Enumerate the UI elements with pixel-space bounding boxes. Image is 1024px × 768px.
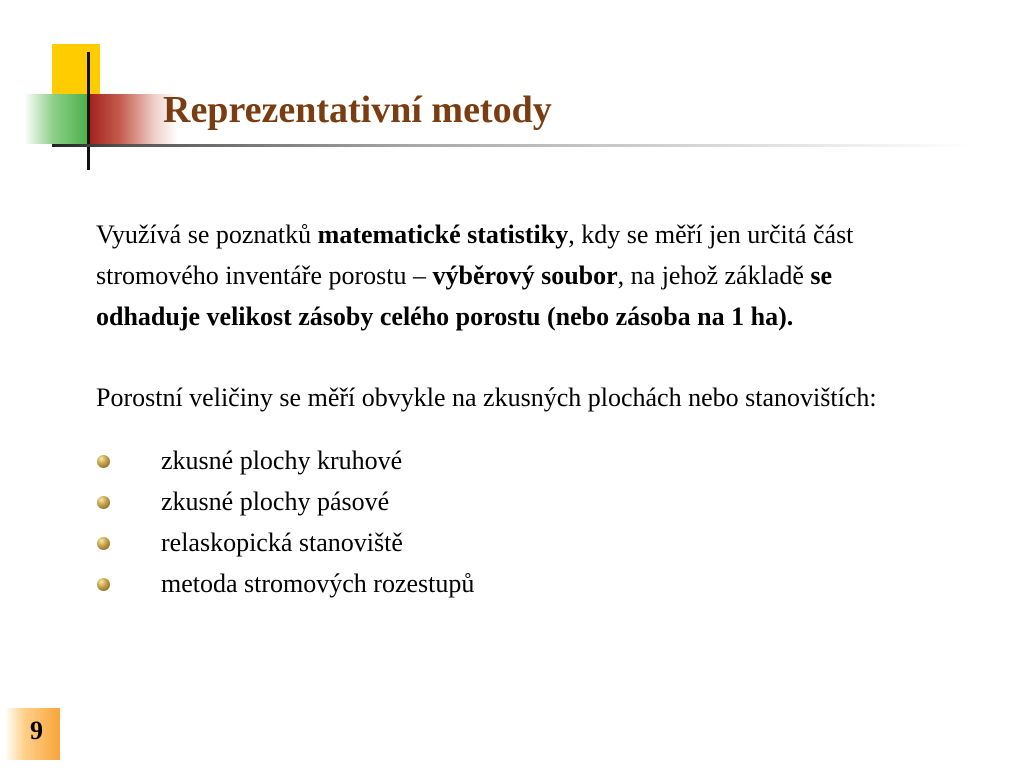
list-item <box>96 522 916 563</box>
list-item-label: zkusné plochy pásové <box>161 487 390 516</box>
list-item-label: zkusné plochy kruhové <box>161 446 403 475</box>
decorative-green-gradient <box>24 94 88 144</box>
title-underline <box>52 144 972 147</box>
list-item <box>96 440 916 481</box>
paragraph-measurement: Porostní veličiny se měří obvykle na zkusných plochách nebo stanovištích: <box>96 383 877 412</box>
list-item <box>96 481 916 522</box>
decorative-vertical-line <box>87 52 90 170</box>
para1-segment: , kdy se měří jen určitá část stromového inventáře porostu – <box>96 220 854 290</box>
bullet-dot-icon <box>97 578 110 591</box>
list-item-label: relaskopická stanoviště <box>161 528 403 557</box>
bullet-dot-icon <box>97 455 110 468</box>
list-item <box>96 563 916 604</box>
para1-segment: Využívá se poznatků <box>96 220 318 249</box>
page-number: 9 <box>30 716 43 745</box>
paragraph-statistics <box>96 214 896 337</box>
bullet-dot-icon <box>97 537 110 550</box>
bullet-dot-icon <box>97 496 110 509</box>
para1-segment: , na jehož základě <box>617 261 811 290</box>
slide-title: Reprezentativní metody <box>163 89 552 131</box>
para1-segment: matematické statistiky <box>317 220 569 249</box>
bullet-list <box>96 440 916 604</box>
para1-segment: výběrový soubor <box>432 261 618 290</box>
slide-content <box>96 214 916 604</box>
list-item-label: metoda stromových rozestupů <box>161 569 475 598</box>
para1-segment: se odhaduje velikost zásoby celého porostu (nebo zásoba na 1 ha). <box>96 261 833 331</box>
